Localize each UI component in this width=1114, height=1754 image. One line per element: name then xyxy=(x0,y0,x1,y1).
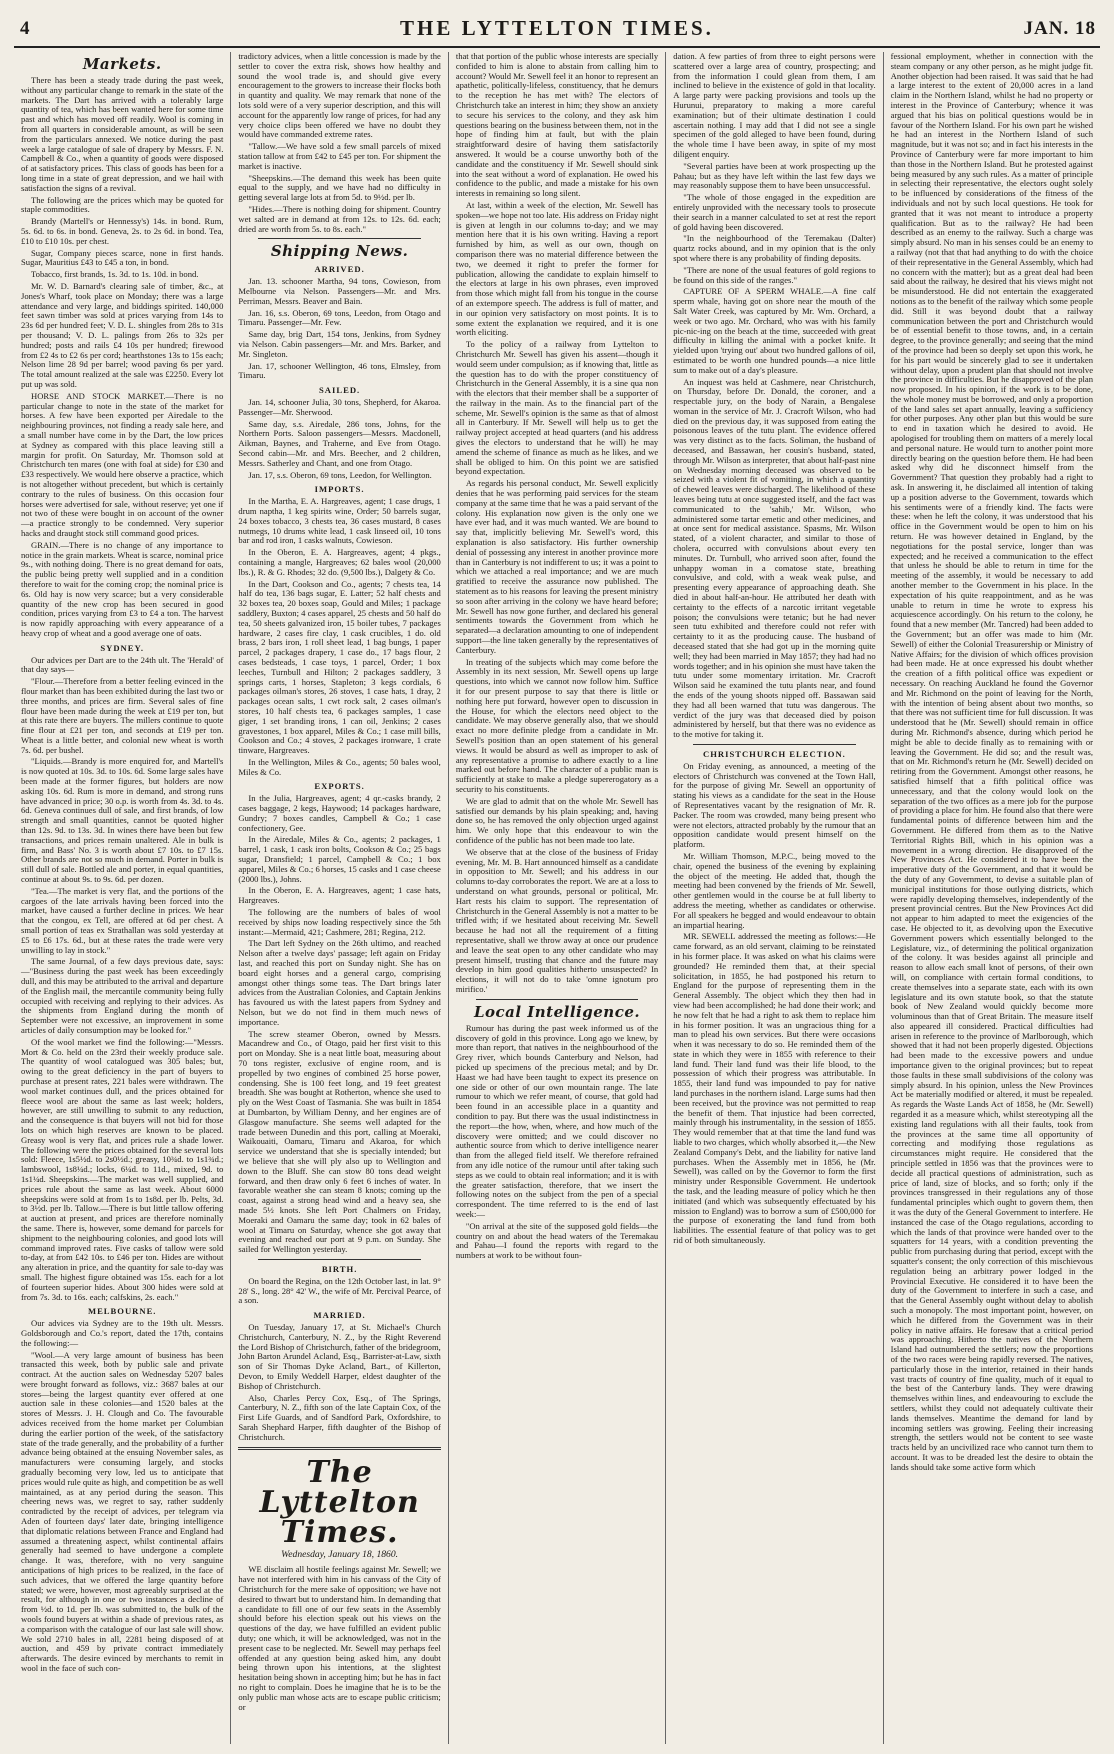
paragraph: In the Martha, E. A. Hargreaves, agent; 1 case drugs, 1 drum naptha, 1 keg spirits wine, Order; 50 barrels sugar, 24 boxes tobacco, 3 chests tea, 36 cases mustard, 8 cases nutmegs, 10 drums white lead, 1 cask linseed oil, 10 tons bar and rod iron, 1 casks walnuts, Cowieson. xyxy=(238,496,441,546)
paragraph: The Dart left Sydney on the 26th ultimo, and reached Nelson after a twelve days' passage; left again on Friday last, and reached this port on Sunday night. She has on board eight horses and a general cargo, comprising amongst other things some teas. The Dart brings later advices from the Australian Colonies, and Captain Jenkins has favoured us with the latest papers from Sydney and Nelson, but we do not find in them much news of importance. xyxy=(238,938,441,1027)
paragraph: "Sheepskins.—The demand this week has been quite equal to the supply, and we have had no difficulty in getting several large lots at from 5d. to 9½d. per lb. xyxy=(238,172,441,203)
paragraph: The following are the prices which may be quoted for staple commodities. xyxy=(21,194,224,215)
paragraph: In the Dart, Cookson and Co., agents; 7 chests tea, 14 half do tea, 136 bags sugar, E. Latter; 52 half chests and 32 boxes tea, 20 boxes soap, Gould and Miles; 1 package saddlery, Buxton; 4 cases apparel, 25 chests and 50 half do tea, 50 sheets galvanized iron, 15 boiler tubes, 7 packages hardware, 2 cases fire clay, 1 cask crucibles, 1 do. old brass, 2 bars iron, 1 roll sheet lead, 1 bag bungs, 1 paper parcel, 2 packages drapery, 1 case do., 17 bags flour, 2 cases bedsteads, 1 case toys, 1 parcel, Order; 1 box leeches, Turnbull and Hilton; 2 packages saddlery, 3 springs carts, 1 horses, Stapleton; 3 kegs cordials, 6 packages oilman's stores, 26 stoves, 1 case hats, 1 dray, 2 packages ocean salts, 1 cwt rock salt, 2 cases oilman's stores, 10 half chests tea, 6 packages samples, 1 case giger, 1 set branding irons, 1 can oil, Jenkins; 2 cases gravestones, 1 box apparel, Miles & Co.; 1 case mill bills, Cookson and Co.; 4 stoves, 2 packages ironware, 1 crate tinware, Hargreaves. xyxy=(238,578,441,756)
column-1 xyxy=(14,52,230,1744)
paragraph: There has been a steady trade during the past week, without any particular change to remark in the state of the markets. The Dart has arrived with a tolerably large quantity of tea, which has been wanted here for some time past and which has moved off readily. Wool is coming in from all quarters in considerable amount, as will be seen from the particulars annexed. We notice during the past week a large catalogue of sale of drapery by Messrs. F. N. Campbell & Co., when a quantity of goods were disposed of at satisfactory prices. This class of goods has been for a long time in a state of great depression, and we hail with satisfaction the signs of a revival. xyxy=(21,75,224,193)
paragraph: Jan. 17, schooner Wellington, 46 tons, Elmsley, from Timaru. xyxy=(238,360,441,381)
paragraph: that that portion of the public whose interests are specially confided to him is alone to abstain from calling him to account? Would Mr. Sewell feel it an honor to represent an apathetic, politically-lifeless, constituency, that he demurs to the reception he has met with? The electors of Christchurch take an interest in him; they show an anxiety to secure his services to the colony, and they ask him questions bearing on the business between them, not in the hope of finding him at fault, but with the plain straightforward desire of having them satisfactorily answered. It would be a course unworthy both of the candidate and the constituency if Mr. Sewell should sink into the seat without a word of explanation. He owed his confidence to the public, and made a mistake for his own interests in remaining so long silent. xyxy=(455,52,659,199)
subheading: IMPORTS. xyxy=(314,484,365,495)
subheading: MELBOURNE. xyxy=(87,1306,157,1317)
paragraph: In the Oberon, E. A. Hargreaves, agent; 1 case hats, Hargreaves. xyxy=(238,885,441,906)
paragraph: dation. A few parties of from three to eight persons were scattered over a large area of country, prospecting; and from the information I could glean from them, I am inclined to believe in the existence of gold in that locality. A large party were packing provisions and tools up the Hurunui, preparatory to making a more careful examination; but of their ultimate destination I could ascertain nothing. I may add that I did not see a single specimen of the gold alleged to have been found, during the whole time I have been away, in spite of my most diligent enquiry. xyxy=(673,52,876,159)
subheading: SYDNEY. xyxy=(100,642,145,653)
paragraph: HORSE AND STOCK MARKET.—There is no particular change to note in the state of the market for horses. A few have been exported per Airedale to the neighbouring provinces, not finding a ready sale here, and a small number have come in by the Dart, the low prices at Sydney as compared with this place leaving still a margin for profit. On Saturday, Mr. Thomson sold at Christchurch ten mares (one with foal at side) for £30 and £33 respectively. We would here observe a practice, which is not altogether without precedent, but which is certainly contrary to the rules of business. On this occasion four horses were advertised for sale, without reserve; yet one if not two of these were bought in on account of the owner—a practice strongly to be condemned. Very superior hacks and draught stock still command good prices. xyxy=(21,390,224,538)
paragraph: In the Oberon, E. A. Hargreaves, agent; 4 pkgs., containing a mangle, Hargreaves; 62 bales wool (20,000 lbs.), R. & G. Rhodes; 32 do. (9,500 lbs.), Dalgety & Co. xyxy=(238,547,441,577)
paragraph: Sugar, Company pieces scarce, none in first hands. Sugar, Mauritius £43 to £45 a ton, in bond. xyxy=(21,247,224,268)
paragraph: To the policy of a railway from Lyttelton to Christchurch Mr. Sewell has given his assent—though it would seem under compulsion; as if knowing that, little as the question has to do with the proper constituency of Christchurch in the General Assembly, it is a sine qua non with the electors that their member shall be a supporter of the railway in the main. As to the financial part of the scheme, Mr. Sewell's opinion is the same as that of almost all in Canterbury. If Mr. Sewell will help us to get the railway project accepted at head quarters (and his address gives the electors to understand that he will) he may amend the scheme of finance as much as he likes, and we shall be obliged to him. On this point we are satisfied beyond expectation. xyxy=(455,339,659,477)
paragraph: "Tallow.—We have sold a few small parcels of mixed station tallow at from £42 to £45 per ton. For shipment the market is inactive. xyxy=(238,141,441,171)
paragraph: "The whole of those engaged in the expedition are entirely unprovided with the necessary tools to prosecute their search in a manner calculated to set at rest the report of gold having been discovered. xyxy=(673,192,876,232)
divider xyxy=(476,999,638,1000)
subheading: SAILED. xyxy=(319,385,361,396)
paragraph: In the Airedale, Miles & Co., agents; 2 packages, 1 barrel, 1 cask, 1 cask iron bolts, Cookson & Co.; 25 bags sugar, Dransfield; 1 parcel, Campbell & Co.; 1 box apparel, Miles & Co.; 6 horses, 15 casks and 1 case cheese (2000 lbs.), Johns. xyxy=(238,834,441,884)
paragraph: On Tuesday, January 17, at St. Michael's Church Christchurch, Canterbury, N. Z., by the Right Reverend the Lord Bishop of Christchurch, father of the bridegroom, John Barton Arundel Acland, Esq., Barrister-at-Law, sixth son of Sir Thomas Dyke Acland, Bart., of Killerton, Devon, to Emily Weddell Harper, eldest daughter of the Bishop of Christchurch. xyxy=(238,1321,441,1391)
paragraph: Brandy (Martell's or Hennessy's) 14s. in bond. Rum, 5s. 6d. to 6s. in bond. Geneva, 2s. to 2s 6d. in bond. Tea, £10 to £10 10s. per chest. xyxy=(21,216,224,246)
paragraph: "On arrival at the site of the supposed gold fields—the country on and about the head waters of the Teremakau and Pahau—I found the reports with regard to the numbers at work to be without foun- xyxy=(455,1220,659,1261)
paragraph: As regards his personal conduct, Mr. Sewell explicitly denies that he was performing paid services for the steam company at the same time that he was a paid servant of the colony. His explanation now given is the only one we have ever had, and it was much wanted. We are bound to say that, implicitly believing Mr. Sewell's word, this explanation is also satisfactory. His further ownership denial of possessing any interest in another province more than in Canterbury is not indifferent to us; it was a point to which we attached a real importance; and we are much gratified to receive the assurance now published. The statement as to his reasons for leaving the present ministry so soon after arriving in the colony we have heard before; Mr. Sewell has now gone further, and declared his general sentiments towards the Government from which he separated—a declaration amounting to one of independent support—the line taken generally by the representatives of Canterbury. xyxy=(455,478,659,655)
paragraph: Mr. W. D. Barnard's clearing sale of timber, &c., at Jones's Wharf, took place on Monday; there was a large attendance and very large, and biddings spirited. 140,000 feet sawn timber was sold at prices varying from 14s to 23s 6d per hundred feet; V. D. L. shingles from 28s to 31s per thousand; V. D. L. palings from 26s to 32s per hundred; posts and rails £4 10s per hundred; firewood from £2 4s to £2 6s per cord; hearthstones 13s to 15s each; Nelson lime 28 9d per barrel; wood paving 6s per yard. The total amount realized at the sale was £2250. Every lot put up was sold. xyxy=(21,281,224,389)
double-divider xyxy=(238,1447,440,1450)
divider xyxy=(258,238,420,239)
paragraph: WE disclaim all hostile feelings against Mr. Sewell; we have not interfered with him in his canvass of the City of Christchurch for the mere sake of opposition; we have not desired to thwart but to understand him. In demanding that a candidate to fill one of our few seats in the Assembly should before his election speak out his views on the questions of the day, we have fulfilled an evident public duty; one which, it will be acknowledged, was not in the present case to be neglected. Mr. Sewell may perhaps feel offended at any question being asked him, any doubt being thrown upon his intentions, at the slightest hesitation being shown in accepting him; but he has in fact no right to complain. Does he imagine that he is to be the only public man whose acts are to escape public criticism; or xyxy=(238,1564,441,1712)
paragraph: Also, Charles Percy Cox, Esq., of The Springs, Canterbury, N. Z., fifth son of the late Captain Cox, of the First Life Guards, and of Sandford Park, Oxfordshire, to Sarah Shephard Harper, fifth daughter of the Bishop of Christchurch. xyxy=(238,1392,441,1442)
section-heading: Local Intelligence. xyxy=(473,1002,641,1021)
paragraph: Jan. 13. schooner Martha, 94 tons, Cowieson, from Melbourne via Nelson. Passengers—Mr. and Mrs. Perriman, Messrs. Beaver and Bain. xyxy=(238,276,441,306)
column-5 xyxy=(883,52,1100,1744)
paragraph: On Friday evening, as announced, a meeting of the electors of Christchurch was convened at the Town Hall, for the purpose of giving Mr. Sewell an opportunity of stating his views as a candidate for the seat in the House of Representatives vacant by the resignation of Mr. R. Packer. The room was crowded, many being present who were not electors, attracted probably by the rumour that an opposition candidate would present himself on the platform. xyxy=(673,760,876,850)
paragraph: "There are none of the usual features of gold regions to be found on this side of the ranges." xyxy=(673,264,876,285)
subheading: BIRTH. xyxy=(321,1263,358,1274)
paragraph: Jan. 14, schooner Julia, 30 tons, Shepherd, for Akaroa. Passenger—Mr. Sherwood. xyxy=(238,397,441,417)
subheading: EXPORTS. xyxy=(314,781,365,792)
column-3 xyxy=(448,52,665,1744)
paragraph: MR. SEWELL addressed the meeting as follows:—He came forward, as an old servant, claiming to be reinstated in his former place. It was asked on what his claims were grounded? He reminded them that, at their special solicitation, in 1855, he had postponed his return to England for the purpose of representing them in the General Assembly. The object which they then had in view had been accomplished; he had done their work; and he now felt that he had a right to ask them to replace him in his former position. It was an ungracious thing for a man to plead his own services. But there were occasions when it was necessary to do so. He reminded them of the state in which they were in 1855 with reference to their land fund. Their land fund was their life blood, to the possession of which their progress was attributable. In 1855, their land fund was impounded to pay for native land purchases in the northern island. Large sums had then been received, but the province was not permitted to reap the benefit of them. That injustice had been corrected, mainly through his instrumentality, in the session of 1855. They would remember that at that time the land fund was liable to two charges, which wholly absorbed it,—the New Zealand Company's Debt, and the liability for native land purchases. When the Assembly met in 1856, he (Mr. Sewell), was called on by the Governor to form the first ministry under Responsible Government. He undertook the task, and the leading measure of policy which he then initiated (and which was subsequently effectuated by his mission to England) was to borrow a sum of £500,000 for the purpose of exonerating the land fund from both liabilities. The essential feature of that policy was to get rid of both simultaneously. xyxy=(673,931,876,1246)
columns xyxy=(14,52,1100,1744)
paragraph: We are glad to admit that on the whole Mr. Sewell has satisfied our demands by his plain speaking; and, having done so, he has removed the only objection urged against him. We only hope that this endeavour to win the confidence of the public has not been made too late. xyxy=(455,795,659,845)
paragraph: "Wool.—A very large amount of business has been transacted this week, both by public sale and private contract. At the auction sales on Wednesday 5207 bales were brought forward as follows, viz.: 3687 bales at our stores—being the largest quantity ever offered at one auction sale in these colonies—and 1520 bales at the stores of Messrs. J. H. Clough and Co. The favourable advices received from the home market per Columbian during the earlier portion of the week, of the satisfactory state of the trade generally, and the probability of a further advance being obtained at the ensuing November sales, as manufacturers were consuming largely, and stocks gradually becoming very low, led us to anticipate that prices would rule quite as high, and competition be as well maintained, as at any period during the season. This cheering news was, we regret to say, rather suddenly contradicted by the receipt of advices, per telegram via Aden of fourteen days' later date, bringing intelligence that diplomatic relations between France and England had assumed a threatening aspect, whilst continental affairs generally had seemed to have undergone a complete change. It was, therefore, with no very sanguine anticipations of high prices to be realized, in the face of such advices, that we offered the large quantity before stated; we were, however, most agreeably surprised at the result, for although in one or two instances a decline of from ½d. to 1d. per lb. was submitted to, the bulk of the wools found buyers at within a shade of previous rates, as a comparison with the catalogue of our last sale will show. We sold 2710 bales in all, 2281 being disposed of at auction, and 459 by private contract immediately afterwards. The desire evinced by merchants to remit in wool in the face of such con- xyxy=(21,1349,224,1673)
paragraph: At last, within a week of the election, Mr. Sewell has spoken—we hope not too late. His address on Friday night is given at length in our columns to-day; and we may mention here that it is his own writing. Having a report furnished by him, as well as our own, though on comparison there was no material difference between the two, we deemed it right to prefer the former for publication, allowing the candidate to explain himself to the electors at large in his own phrases, even improved from those which might fall from his tongue in the course of an extempore speech. The address is full of matter, and in our opinion very satisfactory on most points. It is to some extent the explanation we required, and it is one worth eliciting. xyxy=(455,199,659,338)
paragraph: "Several parties have been at work prospecting up the Pahau; but as they have left within the last few days we may reasonably suppose them to have been unsuccessful. xyxy=(673,160,876,191)
page-number: 4 xyxy=(20,18,30,39)
divider xyxy=(258,1259,420,1260)
subheading: ARRIVED. xyxy=(314,264,365,275)
paragraph: Tobacco, first brands, 1s. 3d. to 1s. 10d. in bond. xyxy=(31,269,199,280)
column-2 xyxy=(230,52,447,1744)
subheading: CHRISTCHURCH ELECTION. xyxy=(703,748,846,759)
paragraph: Jan. 17, s.s. Oberon, 69 tons, Leedon, for Wellington. xyxy=(248,469,432,480)
paragraph: The same Journal, of a few days previous date, says:—"Business during the past week has been exceedingly dull, and this may be attributed to the arrival and departure of the English mail, the mercantile community being fully occupied with receiving and replying to their advices. As the shipments from England during the month of September were not excessive, an improvement in some articles of daily consumption may be looked for." xyxy=(21,956,224,1035)
subheading: MARRIED. xyxy=(313,1310,366,1321)
section-heading: Shipping News. xyxy=(270,242,409,261)
column-4 xyxy=(665,52,882,1744)
issue-date: JAN. 18 xyxy=(1023,18,1096,39)
paragraph: On board the Regina, on the 12th October last, in lat. 9° 28' S., long. 28° 42' W., the wife of Mr. Percival Pearce, of a son. xyxy=(238,1275,441,1306)
paragraph: fessional employment, whether in connection with the steam company or any other person, as he might judge fit. Another objection had been raised. It was said that he had a large interest to the extent of 20,000 acres in a land claim in the Northern Island, whilst he had no property or interest in the Province of Canterbury; whence it was argued that his bias on political questions would be in favour of the Northern Island. For his own part he wished he had an interest in the Northern Island of such magnitude, but it was not so; and in fact his interests in the Province of Canterbury were far more important to him than those in the Northern Island. But he protested against being measured by any such rules. As a matter of principle in selecting their representative, the electors ought solely to be influenced by considerations of the fitness of the individuals and not by such local questions. He took for granted that it was not meant to introduce a property qualification. But as to the railway? He had been described as an enemy to the railway. Such a charge was simply absurd. No man in his senses could be an enemy to a railway (not that that had anything to do with the choice of their representative in the General Assembly, which had no concern with the matter); but as a great deal had been said about the railway, he desired that his views might not be misunderstood. He did not entertain the exaggerated notions as to the benefit of the railway which some people did. Still it was beyond doubt that a railway communication between the port and Christchurch would be of essential benefit to those towns, and, in a certain degree, to the province generally; and seeing that the mind of the province had been so deeply set upon this work, he for his part would be sincerely glad to see it undertaken without delay, upon a prudent plan that should not involve the province in difficulties. But he disapproved of the plan now proposed. In his opinion, if the work is to be done, the whole money must be borrowed, and only a proportion of the land sales set apart annually, leaving a sufficiency for other purposes. Any other plan but this would be sure to end in taxation which he desired to avoid. He apologised for troubling them on matters of a merely local and personal nature. He would turn to another point more directly bearing on the question before them. He had been asked why did he disconnect himself from the Government? That question they probably had a right to ask. In answering it, he disclaimed all intention of taking up a position adverse to the Government, towards which his sentiments were of a friendly kind. The facts were these: when he left the colony, it was understood that his office in the Government would be open to him on his return. He was however detained in England, by the negotiations for the postal service, longer than was expected; and he received a communication to the effect that unless he should be able to return in time for the meeting of the assembly, it would be necessary to add another member to the Government in his place. In the expectation of his quite reappointment, and as he was unable to return in time he wrote to express his acquiescence accordingly. On his return to the colony, he found that a new member (Mr. Tancred) had been added to the Government; but an offer was made to him (Mr. Sewell) of either the Colonial Treasurership or Ministry of Native Affairs; for the division of which offices provision had been made. He at once expressed his doubt whether the creation of a fifth political office was expedient or necessary. On reaching Auckland he found the Governor and Mr. Richmond on the point of leaving for the North, with the intention of being absent about two months, so that there was not sufficient time for full discussion. It was understood that he (Mr. Sewell) should remain in office during Mr. Richmond's absence, during which period he might be able to decide finally as to remaining with or leaving the Government. He did so; and the result was, that on Mr. Richmond's return he (Mr. Sewell) decided on retiring from the Government. Amongst other reasons, he satisfied himself that a fifth political office was unnecessary, and that the colony would look on the separation of the two offices as a mere job for the purpose of providing a place for him. He found also that there were fundamental points of difference between him and the Government. He differed from them as to the Native Territorial Rights Bill, which in his opinion was a movement in a wrong direction. He disapproved of the New Provinces Act. He considered it to have been the imperative duty of the Government, and that it would be the duty of any Government, to devise a suitable plan of municipal institutions for those outlying districts, which were rapidly developing themselves, independently of the present provincial centres. But the New Provinces Act did not appear to him adapted to meet the exigencies of the case. He objected to it, as devolving upon the Executive Government powers which essentially belonged to the Legislature, viz., of determining the political organization of the colony. It was besides against all principle and reason to allow each small knot of persons, of their own will, on compliance with certain formal conditions, to create themselves into a separate state, each with its own legislature and its own statute book, so that the statute book of New Zealand would quickly become more voluminous than that of Great Britain. The measure itself also appeared ill considered. Practical difficulties had arisen in reference to the province of Marlborough, which showed that it had not been properly digested. Objections had been made to the excessive powers and undue importance given to the original provinces; but to repeat those faults in these small subdivisions of the colony was simply absurd. In his opinion, unless the New Provinces Act be materially modified or altered, it must be repealed. As regards the Waste Lands Act of 1858, he (Mr. Sewell) regarded it as a measure which, whilst stereotyping all the existing land regulations with all their faults, took from the provinces at the same time all opportunity of correcting and modifying those regulations as circumstances might require. He considered that the principle settled in 1856 was that the provinces were to decide all practical questions of administration, such as price of land, size of blocks, and so forth; only if the provinces transgressed in their regulations any of those fundamental principles which ought to govern them, then it was the duty of the General Government to interfere. He instanced the case of the Otago regulations, according to which the lands of that province were handed over to the squatters for 14 years, with a condition preventing the public from purchasing during that period, except with the squatter's consent; the only correction of this mischievous regulation being an arbitrary power lodged in the Provincial Executive. He considered it to have been the duty of the Government to interfere in such a case, and that the General Assembly ought without delay to abolish such a monopoly. The most important point, however, on which he differed from the Government was in their policy in native affairs. He foresaw that a critical period was approaching. Hitherto the natives of the Northern Island had outnumbered the settlers; now the proportions of the two races were being rapidly reversed. The natives, particularly those in the interior, retained in their hands vast tracts of country of fine quality, much of it equal to the best of the Canterbury lands. They were drawing themselves within lines, and endeavouring to exclude the settlers, whilst they could not adequately cultivate their lands themselves. Meantime the demand for land by incoming settlers was growing. Feeling their increasing strength, the settlers would not be content to see waste tracts held by an uncivilized race who cannot turn them to account. It was to be dreaded lest the desire to obtain the lands should take some active form which xyxy=(890,52,1094,1472)
paragraph: An inquest was held at Cashmere, near Christchurch, on Thursday, before Dr. Donald, the coroner, and a respectable jury, on the body of Narain, a Bengalese woman in the service of Mr. J. Cracroft Wilson, who had died on the previous day, it was supposed from eating the poisonous leaves of the tutu plant. The evidence offered was very distinct as to the facts. Soliman, the husband of deceased, and Bassawan, her cousin's husband, stated, through Mr. Wilson as interpreter, that about half-past nine on Wednesday morning deceased was observed to be seized with a violent fit of vomiting, in which a quantity of chewed leaves were discharged. The likelihood of these leaves being tutu at once suggested itself, and the fact was communicated to the 'sahib,' Mr. Wilson, who administered some tartar emetic and other medicines, and at once sent for medical assistance. Spasms, Mr. Wilson stated, of a violent character, and similar to those of cholera, occurred with convulsions about every ten minutes. Dr. Turnbull, who arrived soon after, found the unhappy woman in a comatose state, breathing convulsive, and cold, with a weak weak pulse, and presenting every appearance of approaching death. She died in about half-an-hour. He attributed her death with certainty to the effects of a narcotic irritant vegetable poison; the convulsions were tetanic; but he had never seen tutu exhibited and therefore could not refer with certainty to it as the producing cause. The husband of deceased stated that she had got up in the morning quite well; they had been married in May 1857; they had had no words together; and in his opinion she must have taken the tutu under some momentary irritation. Mr. Cracroft Wilson said he examined the tutu plants near, and found the ends of the young shoots nipped off. Bassawan said they had all been warned that tutu was dangerous. The verdict of the jury was that deceased died by poison administered by herself, but that there was no evidence as to the motive for taking it. xyxy=(673,376,876,740)
section-heading: Markets. xyxy=(82,55,162,73)
paragraph: "Flour.—Therefore from a better feeling evinced in the flour market than has been exhibited during the last two or three months, and prices are firm. Several sales of fine flour have been made during the week at £19 per ton, but at this rate there are buyers. The millers continue to quote fine flour at £21 per ton, and seconds at £19 per ton. Wheat is a little better, and colonial new wheat is worth 7s. 6d. per bushel. xyxy=(21,676,224,755)
paragraph: tradictory advices, when a little concession is made by the settler to cover the extra risk, shows how healthy and sound the wool trade is, and should give every encouragement to the growers to increase their flocks both in quantity and quality. We may remark that none of the lots sold were of a very superior description, and this will account for the apparently low range of prices, for had any very choice clips been offered we have no doubt they would have commanded extreme rates. xyxy=(238,52,441,140)
masthead xyxy=(14,12,1100,48)
paragraph: Mr. William Thomson, M.P.C., being moved to the chair, opened the business of the evening by explaining the object of the meeting. He added that, though the meeting had been convened by the friends of Mr. Sewell, other gentlemen would in the course be at full liberty to address the meeting, whether as candidates or otherwise. For all speakers he begged and would endeavour to obtain an impartial hearing. xyxy=(673,850,876,930)
paragraph: GRAIN.—There is no change of any importance to notice in the grain markets. Wheat is scarce, nominal price 9s., with nothing doing. There is no great demand for oats, the public being pretty well supplied and in a condition therefore to wait for the coming crop; the nominal price is 6s. Old hay is now very scarce; but a very considerable quantity of the new crop has been secured in good condition, prices varying from £3 to £4 a ton. The harvest is now rapidly approaching with every appearance of a heavy crop of wheat and a good average one of oats. xyxy=(21,539,224,638)
paragraph: The following are the numbers of bales of wool received by ships now loading respectively since the 5th instant:—Mermaid, 421; Cashmere, 281; Regina, 212. xyxy=(238,907,441,937)
paragraph: Our advices per Dart are to the 24th ult. The 'Herald' of that day says— xyxy=(21,654,224,675)
paragraph: In the Wellington, Miles & Co., agents; 50 bales wool, Miles & Co. xyxy=(238,756,441,777)
editorial-date: Wednesday, January 18, 1860. xyxy=(281,1549,399,1561)
paragraph: In treating of the subjects which may come before the Assembly in its next session, Mr. Sewell opens up large questions, into which we cannot now follow him. Suffice it for our present purpose to say that there is little or nothing here put forward, however open to discussion in the House, for which the electors need object to the candidate. We may observe generally also, that we should exact no more definite pledge from a candidate in Mr. Sewell's position than an open statement of his general views. It would be absurd as well as improper to ask of any representative a promise to adhere exactly to a line marked out before hand. The character of a public man is sufficiently at stake to make a pledge supererogatory as a security to his constituents. xyxy=(455,656,659,794)
paragraph: Same day, brig Dart, 154 tons, Jenkins, from Sydney via Nelson. Cabin passengers—Mr. and Mrs. Barker, and Mr. Singleton. xyxy=(238,329,441,359)
paragraph: Of the wool market we find the following:—"Messrs. Mort & Co. held on the 23rd their weekly produce sale. The quantity of wool catalogued was 305 bales; but, owing to the great deficiency in the part of buyers to purchase at present rates, 221 bales were withdrawn. The wool market continues dull, and the prices obtained for fleece wool are about the same as last week; holders, however, are still unwilling to submit to any reduction, and the consequence is that buyers will not bid for those lots on which high reserves are known to be placed. Greasy wool is very flat, and prices rule a shade lower. The following were the prices obtained for the several lots sold: Fleece, 1s5½d. to 2s0½d.; greasy, 10¾d. to 1s1¾d.; lambswool, 1s8¼d.; locks, 6¼d. to 11d., mixed, 9d. to 1s1¼d. Sheepskins.—The market was well supplied, and prices rule about the same as last week. About 6000 sheepskins were sold at from 1s to 1s8d. per lb. Pelts, 3d. to 3½d. per lb. Tallow.—There is but little tallow offering at auction at present, and prices are therefore nominally the same. There is, however, some demand for parcels for shipment to the neighbouring colonies, and good lots will command improved rates. Five casks of tallow were sold to-day, at from £42 10s. to £46 per ton. Hides are without any alteration in price, and the quantity for sale to-day was small. The highest figure obtained was 15s. each for a lot of fourteen superior hides. About 300 hides were sold at from 7s. 3d. to 16s. each; calfskins, 2s. each." xyxy=(21,1036,224,1302)
paragraph: We observe that at the close of the business of Friday evening, Mr. M. B. Hart announced himself as a candidate in opposition to Mr. Sewell; and his address in our columns to-day corroborates the report. We are at a loss to understand on what grounds, personal or political, Mr. Hart rests his claim to support. The representation of Christchurch in the General Assembly is not a matter to be trifled with; if we hesitated about receiving Mr. Sewell because he had not all the requirement of a fitting representative, shall we throw away at once our prudence and leave the seat open to any other candidate who may present himself, trusting that chance and the future may develop in him good qualities hitherto unsuspected? In elections, it will not do to take 'omne ignotum pro mirifico.' xyxy=(455,846,659,994)
paragraph: CAPTURE OF A SPERM WHALE.—A fine calf sperm whale, having got on shore near the mouth of the Salt Water Creek, was captured by Mr. Wm. Orchard, a week or two ago. Mr. Orchard, who was with his family pic-nic-ing on the beach at the time, succeeded with great difficulty in killing the animal with a pocket knife. It yielded upon 'trying out' about two hundred gallons of oil, estimated to be worth one hundred pounds—a nice little sum to make out of a day's pleasure. xyxy=(673,286,876,375)
paragraph: "Tea.—The market is very flat, and the portions of the cargoes of the late arrivals having been forced into the market, have caused a further decline in prices. We hear that the congou, ex Tell, are offered at 6d per chest. A small portion of teas ex Strathallan was sold yesterday at £5 to £6 17s. 6d., but at these rates the trade were very unwilling to lay in stock." xyxy=(21,885,224,955)
paragraph: Jan. 16, s.s. Oberon, 69 tons, Leedon, from Otago and Timaru. Passenger—Mr. Few. xyxy=(238,307,441,328)
paragraph: In the Julia, Hargreaves, agent; 4 qr.-casks brandy, 2 cases baggage, 2 kegs, Haywood; 14 packages hardware, Gundry; 7 boxes candles, Campbell & Co.; 1 case confectionery, Gee. xyxy=(238,793,441,833)
paragraph: Same day, s.s. Airedale, 286 tons, Johns, for the Northern Ports. Saloon passengers—Messrs. Macdonell, Aikman, Baynes, and Traherne, and Eve from Otago. Second cabin—Mr. and Mrs. Beecher, and 2 children, Messrs. Satherley and Chant, and one from Otago. xyxy=(238,418,441,468)
paragraph: Our advices via Sydney are to the 19th ult. Messrs. Goldsborough and Co.'s report, dated the 17th, contains the following:— xyxy=(21,1318,224,1348)
divider xyxy=(693,744,855,745)
paragraph: Rumour has during the past week informed us of the discovery of gold in this province. Long ago we knew, by more than report, that natives in the neighbourhood of the Grey river, which bounds Canterbury and Nelson, had picked up specimens of the precious metal; and by Dr. Haast we had have been taught to expect its presence on one side or other of our own mountain range. The late rumour to which we refer meant, of course, that gold had been found in an accessible place in a quantity and condition to pay. But there was the usual indistinctness in the report—the how, when, where, and how much of the discovery were omitted; and we could discover no authentic source from which to derive intelligence nearer than from the alleged field itself. We therefore refrained from any idle notice of the rumour until after taking such steps as we could to obtain real information; and it is with the greater satisfaction, therefore, that we insert the following notes on the subject from the pen of a special correspondent. The time referred to is the end of last week:— xyxy=(455,1022,659,1219)
paragraph: "Hides.—There is nothing doing for shipment. Country wet salted are in demand at from 12s. to 12s. 6d. each; dried are worth from 5s. to 8s. each." xyxy=(238,203,441,234)
paragraph: The screw steamer Oberon, owned by Messrs. Macandrew and Co., of Otago, paid her first visit to this port on Monday. She is a neat little boat, measuring about 70 tons register, exclusive of engine room, and is propelled by two engines of combined 25 horse power, condensing. She is 100 feet long, and 19 feet greatest breadth. She was bought at Rotherton, whence she used to ply on the West Coast of Tasmania. She was built in 1854 at Dumbarton, by William Denny, and her engines are of Glasgow manufacture. She seems well adapted for the trade between Dunedin and this port, calling at Moeraki, Waikouaiti, Oamaru, Timaru and Akaroa, for which service we understand that she is specially intended; but we believe that she will ply also up to Wellington and down to the Bluff. She can stow 80 tons dead weight forward, and then draw only 6 feet 6 inches of water. In favorable weather she can steam 8 knots; coming up the coast, against a strong head wind and a heavy sea, she made 5½ knots. She left Port Chalmers on Friday, Moeraki and Oamaru the same day; took in 62 bales of wool at Timaru on Saturday, whence she got away that evening and reached our port at 9 p.m. on Sunday. She sailed for Wellington yesterday. xyxy=(238,1028,441,1255)
editorial-masthead: The Lyttelton Times. xyxy=(259,1455,420,1551)
paragraph: "In the neighbourhood of the Teremakau (Dalter) quartz rocks abound, and in my opinion that is the only spot where there is any probability of finding deposits. xyxy=(673,233,876,263)
newspaper-title: THE LYTTELTON TIMES. xyxy=(400,16,714,40)
paragraph: "Liquids.—Brandy is more enquired for, and Martell's is now quoted at 10s. 3d. to 10s. 6d. Some large sales have been made at the former figures, but holders are now asking 10s. 6d. Rum is more in demand, and strong runs have advanced in price; 30 o.p. is worth from 4s. 3d. to 4s. 6d. Geneva continues dull of sale, and first brands, of low strength and small quantities, cannot be quoted higher than 12s. 9d. to 13s. 3d. In wines there have been but few transactions, and prices remain unaltered. Ale in bulk is firm, and Bass' No. 3 is worth about £7 10s. to £7 15s. Other brands are not so much in demand. Porter in bulk is still dull of sale. Bottled ale and porter, in equal quantities, continue at about 9s. to 9s. 6d. per dozen. xyxy=(21,756,224,885)
